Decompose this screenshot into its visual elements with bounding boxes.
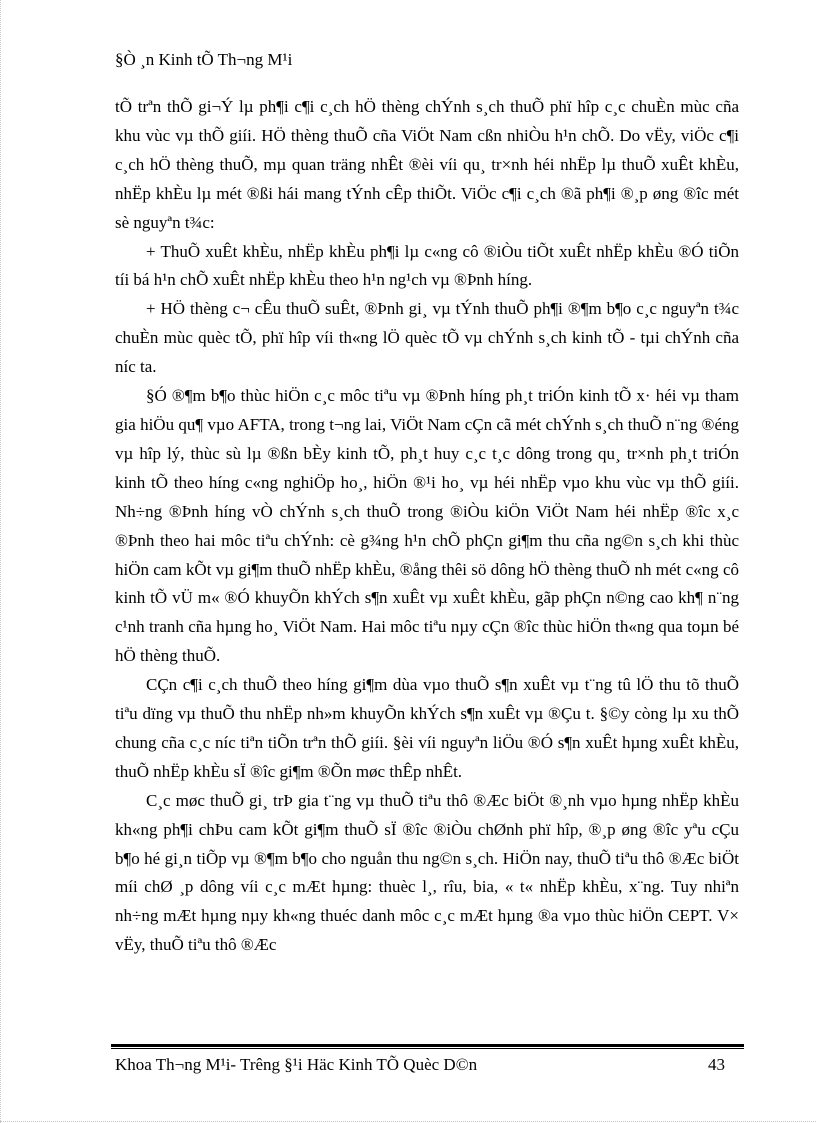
- footer-divider: [111, 1044, 744, 1047]
- body-paragraph: §Ó ®¶m b¶o thùc hiÖn c¸c môc tiªu vµ ®Þnh híng ph¸t triÓn kinh tÕ x· héi vµ tham gia hiÖu qu¶ vµo AFTA, trong t¬ng lai, ViÖt Nam cÇn cã mét chÝnh s¸ch thuÕ n¨ng ®éng vµ hîp lý, thùc sù lµ ®ßn bÈy kinh tÕ, ph¸t huy c¸c t¸c dông trong qu¸ tr×nh ph¸t triÓn kinh tÕ theo híng c«ng nghiÖp ho¸, hiÖn ®¹i ho¸ vµ héi nhËp vµo khu vùc vµ thÕ giíi. Nh÷ng ®Þnh híng vÒ chÝnh s¸ch thuÕ trong ®iÒu kiÖn ViÖt Nam héi nhËp ®îc x¸c ®Þnh theo hai môc tiªu chÝnh: cè g¾ng h¹n chÕ phÇn gi¶m thu cña ng©n s¸ch khi thùc hiÖn cam kÕt vµ gi¶m thuÕ nhËp khÈu, ®ång thêi sö dông hÖ thèng thuÕ nh mét c«ng cô kinh tÕ vÜ m« ®Ó khuyÕn khÝch s¶n xuÊt vµ xuÊt khÈu, gãp phÇn n©ng cao kh¶ n¨ng c¹nh tranh cña hµng ho¸ ViÖt Nam. Hai môc tiªu nµy cÇn ®îc thùc hiÖn th«ng qua toµn bé hÖ thèng thuÕ.: [115, 386, 739, 666]
- body-paragraph: + HÖ thèng c¬ cÊu thuÕ suÊt, ®Þnh gi¸ vµ tÝnh thuÕ ph¶i ®¶m b¶o c¸c nguyªn t¾c chuÈn mùc quèc tÕ, phï hîp víi th«ng lÖ quèc tÕ vµ chÝnh s¸ch kinh tÕ - tµi chÝnh cña níc ta.: [115, 299, 739, 377]
- body-paragraph: CÇn c¶i c¸ch thuÕ theo híng gi¶m dùa vµo thuÕ s¶n xuÊt vµ t¨ng tû lÖ thu tõ thuÕ tiªu dïng vµ thuÕ thu nhËp nh»m khuyÕn khÝch s¶n xuÊt vµ ®Çu t. §©y còng lµ xu thÕ chung cña c¸c níc tiªn tiÕn trªn thÕ giíi. §èi víi nguyªn liÖu ®Ó s¶n xuÊt hµng xuÊt khÈu, thuÕ nhËp khÈu sÏ ®îc gi¶m ®Õn møc thÊp nhÊt.: [115, 675, 739, 781]
- footer-divider-thin: [111, 1048, 744, 1049]
- body-paragraph: + ThuÕ xuÊt khÈu, nhËp khÈu ph¶i lµ c«ng cô ®iÒu tiÕt xuÊt nhËp khÈu ®Ó tiÕn tíi bá h¹n chÕ xuÊt nhËp khÈu theo h¹n ng¹ch vµ ®Þnh híng.: [115, 241, 739, 290]
- document-body: [115, 93, 739, 960]
- body-paragraph: C¸c møc thuÕ gi¸ trÞ gia t¨ng vµ thuÕ tiªu thô ®Æc biÖt ®¸nh vµo hµng nhËp khÈu kh«ng ph¶i chÞu cam kÕt gi¶m thuÕ sÏ ®îc ®iÒu chØnh phï hîp, ®¸p øng ®îc yªu cÇu b¶o hé gi¸n tiÕp vµ ®¶m b¶o cho nguån thu ng©n s¸ch. HiÖn nay, thuÕ tiªu thô ®Æc biÖt míi chØ ¸p dông víi c¸c mÆt hµng: thuèc l¸, rîu, bia, « t« nhËp khÈu, x¨ng. Tuy nhiªn nh÷ng mÆt hµng nµy kh«ng thuéc danh môc c¸c mÆt hµng ®a vµo thùc hiÖn CEPT. V× vËy, thuÕ tiªu thô ®Æc: [115, 790, 739, 955]
- page-number: 43: [708, 1055, 725, 1074]
- page-bottom-border: [0, 1121, 816, 1122]
- page-left-border: [0, 0, 1, 1123]
- page-header: §Ò ¸n Kinh tÕ Th¬ng M¹i: [115, 50, 293, 69]
- body-paragraph: tÕ trªn thÕ gi¬Ý lµ ph¶i c¶i c¸ch hÖ thèng chÝnh s¸ch thuÕ phï hîp c¸c chuÈn mùc cña khu vùc vµ thÕ giíi. HÖ thèng thuÕ cña ViÖt Nam cßn nhiÒu h¹n chÕ. Do vËy, viÖc c¶i c¸ch hÖ thèng thuÕ, mµ quan träng nhÊt ®èi víi qu¸ tr×nh héi nhËp lµ thuÕ xuÊt khÈu, nhËp khÈu lµ mét ®ßi hái mang tÝnh cÊp thiÕt. ViÖc c¶i c¸ch ®ã ph¶i ®¸p øng ®îc mét sè nguyªn t¾c:: [115, 97, 739, 232]
- page-footer: Khoa Th¬ng M¹i- Trêng §¹i Häc Kinh TÕ Quèc D©n: [115, 1055, 478, 1074]
